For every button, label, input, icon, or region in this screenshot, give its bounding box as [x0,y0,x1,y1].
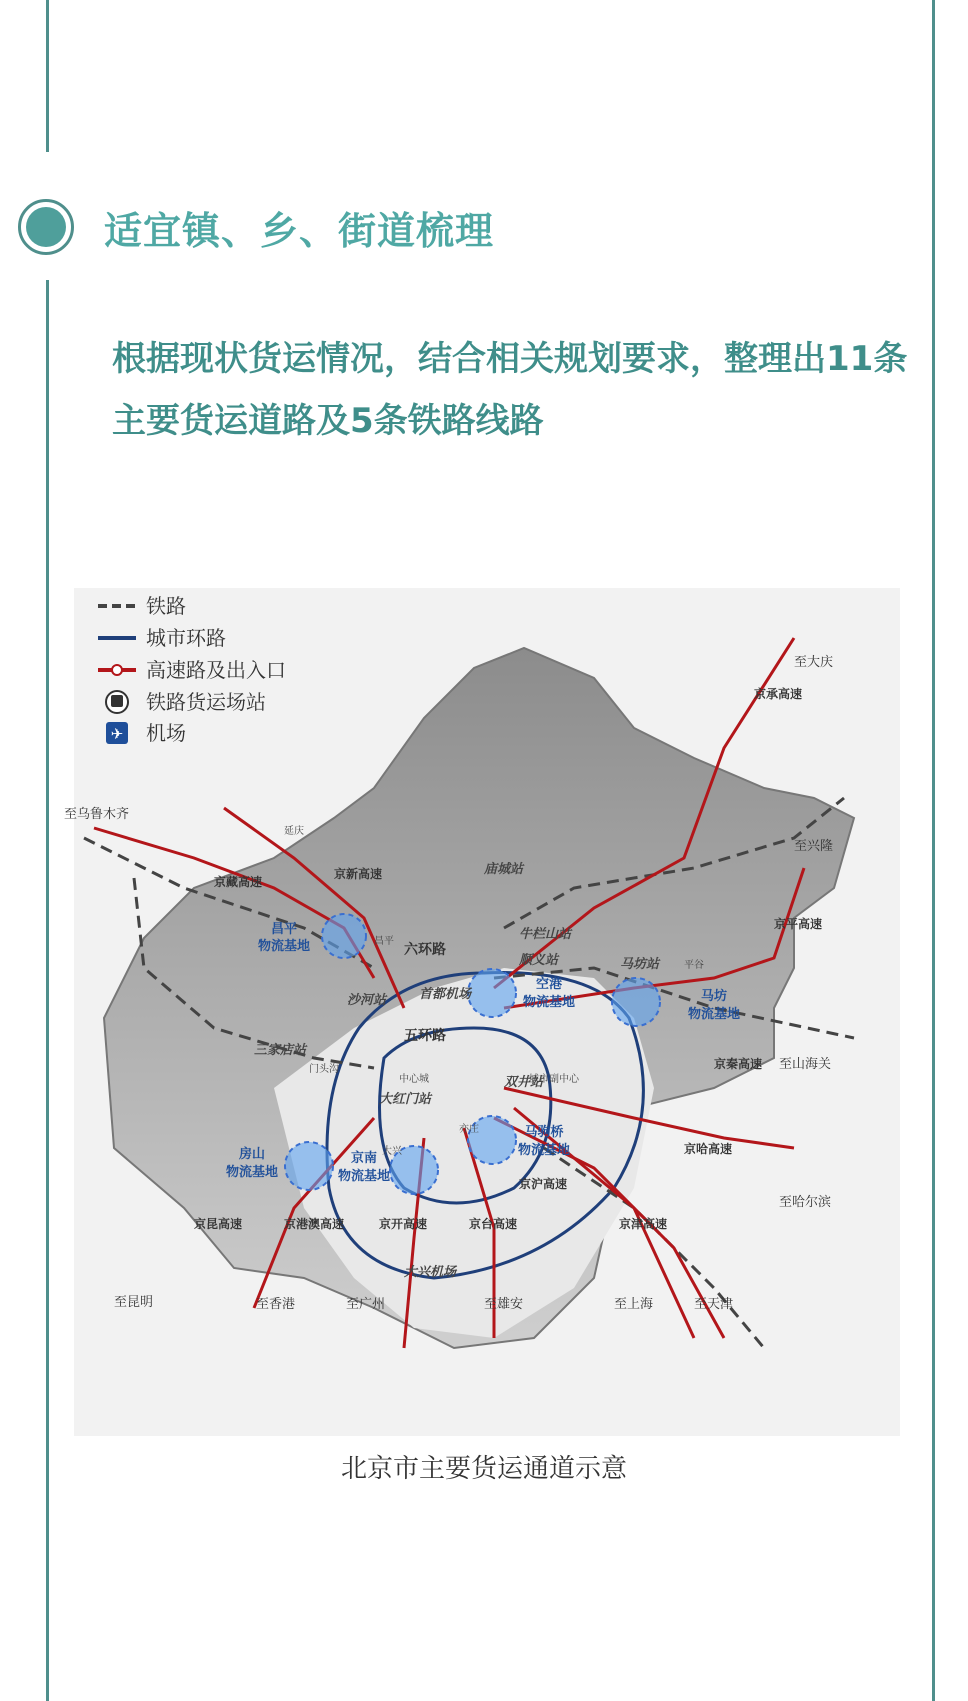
district-label: 门头沟 [309,1064,339,1075]
expressway-label: 京承高速 [754,687,803,701]
destination-label: 至雄安 [484,1297,524,1312]
left-border-top [46,0,49,152]
hub-label: 京南 [350,1151,378,1166]
hub-label: 物流基地 [522,995,576,1010]
svg-text:✈: ✈ [110,725,124,743]
freight-map [64,588,900,1436]
legend-freight-station: 铁路货运场站 [146,690,266,714]
district-label: 昌平 [374,936,394,947]
section-bullet-icon [18,199,74,255]
expressway-label: 京平高速 [774,917,823,931]
hub-label: 房山 [238,1147,266,1162]
logistics-hub-konggang [468,969,516,1017]
expressway-label: 京开高速 [379,1217,428,1231]
logistics-hub-mafang [612,978,660,1026]
destination-label: 至兴隆 [794,839,834,854]
expressway-label: 京昆高速 [194,1217,243,1231]
station-label: 牛栏山站 [519,927,572,942]
district-label: 城市副中心 [529,1074,579,1085]
destination-label: 至上海 [614,1297,654,1312]
hub-label: 马驹桥 [524,1125,564,1140]
district-label: 中心城 [399,1074,429,1085]
district-label: 亦庄 [459,1124,479,1135]
hub-label: 物流基地 [517,1143,571,1158]
station-label: 双井站 [504,1075,544,1090]
destination-label: 至乌鲁木齐 [64,807,130,822]
hub-label: 昌平 [270,922,298,937]
expressway-label: 京港澳高速 [284,1217,345,1231]
station-label: 庙城站 [484,862,524,877]
airport-label: 首都机场 [419,987,472,1002]
station-label: 顺义站 [519,953,559,968]
logistics-hub-fangshan [285,1142,333,1190]
destination-label: 至山海关 [779,1057,832,1072]
destination-label: 至广州 [346,1297,386,1312]
station-label: 沙河站 [347,993,387,1008]
map-caption: 北京市主要货运通道示意 [340,1454,627,1484]
legend-railway: 铁路 [146,594,186,618]
legend-airport: 机场 [146,721,186,745]
right-border [932,0,935,1701]
hub-label: 物流基地 [225,1165,279,1180]
expressway-label: 京藏高速 [214,875,263,889]
hub-label: 物流基地 [337,1169,391,1184]
destination-label: 至香港 [256,1297,296,1312]
section-title: 适宜镇、乡、街道梳理 [104,208,495,253]
station-label: 马坊站 [620,957,660,972]
hub-label: 物流基地 [687,1007,741,1022]
airport-label: 大兴机场 [404,1265,457,1280]
station-label: 大红门站 [379,1092,432,1107]
expressway-label: 京沪高速 [519,1177,568,1191]
logistics-hub-changping [322,914,366,958]
ring-label-6: 六环路 [404,942,446,958]
expressway-label: 京秦高速 [714,1057,763,1071]
expressway-label: 京津高速 [619,1217,668,1231]
section-header [18,194,494,260]
legend-ring-road: 城市环路 [146,626,226,650]
destination-label: 至昆明 [114,1295,154,1310]
district-label: 平谷 [684,960,704,971]
intro-text: 根据现状货运情况，结合相关规划要求，整理出11条主要货运道路及5条铁路线路 [112,339,908,441]
legend-expressway: 高速路及出入口 [146,658,286,682]
expressway-label: 京台高速 [469,1217,518,1231]
station-label: 三家店站 [254,1043,307,1058]
hub-label: 马坊 [700,989,728,1004]
district-label: 延庆 [284,826,304,837]
destination-label: 至天津 [694,1297,734,1312]
expressway-label: 京新高速 [334,867,383,881]
hub-label: 物流基地 [257,939,311,954]
expressway-label: 京哈高速 [684,1142,733,1156]
left-border-bottom [46,280,49,1701]
destination-label: 至哈尔滨 [779,1195,832,1210]
ring-label-5: 五环路 [404,1028,446,1044]
district-label: 大兴 [382,1146,402,1157]
hub-label: 空港 [535,977,563,992]
destination-label: 至大庆 [794,655,834,670]
